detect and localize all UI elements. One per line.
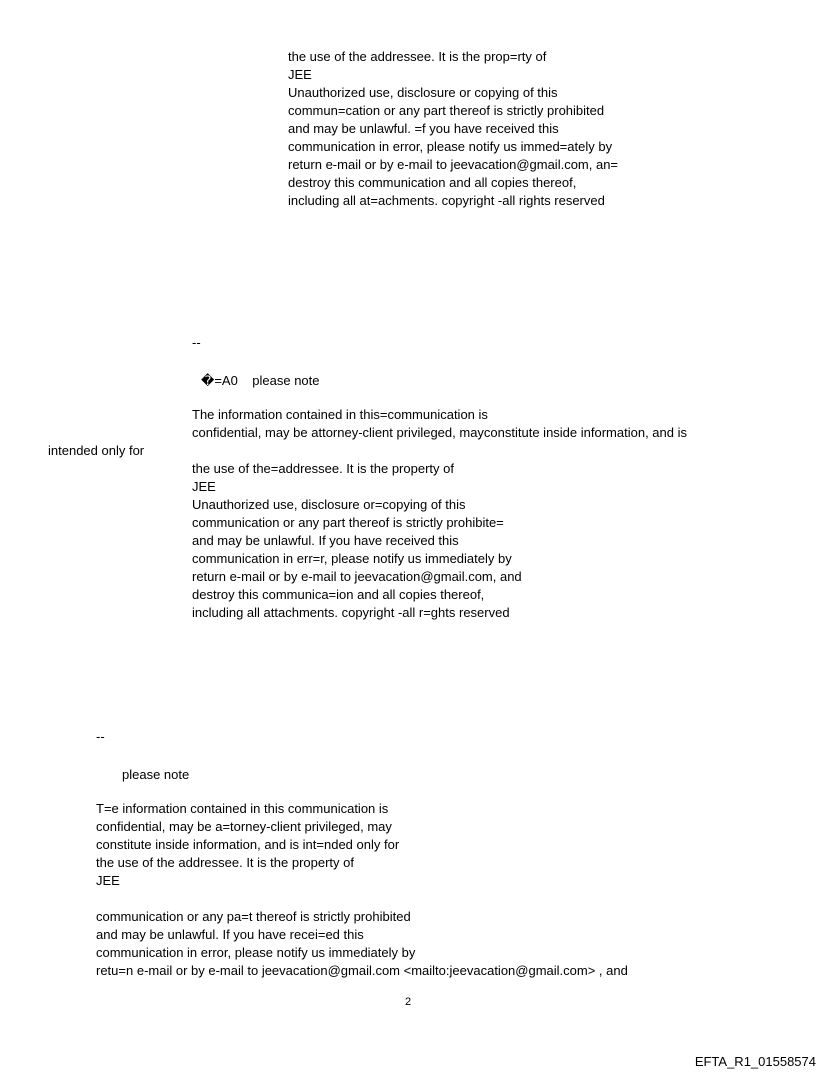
text-line: JEE [288,67,312,82]
text-line: and may be unlawful. If you have received this [192,533,459,548]
text-line: T=e information contained in this communication is [96,801,389,816]
please-note-heading: please note [122,767,190,782]
document-id-text: EFTA_R1_01558574 [694,1054,816,1069]
text-line: including all at=achments. copyright -all rights reserved [288,193,605,208]
text-line: communication or any part thereof is strictly prohibite= [192,515,504,530]
text-line: confidential, may be attorney-client privileged, mayconstitute inside information, and is [192,425,687,440]
text-line: constitute inside information, and is int=nded only for [96,837,400,852]
text-line: destroy this communication and all copies thereof, [288,175,577,190]
email-quote-block-1 [288,48,618,210]
text-line: communication in err=r, please notify us immediately by [192,551,512,566]
text-line: retu=n e-mail or by e-mail to jeevacation@gmail.com <mailto:jeevacation@gmail.com> , and [96,963,628,978]
text-line: Unauthorized use, disclosure or copying of this [288,85,558,100]
text-line: Unauthorized use, disclosure or=copying of this [192,497,466,512]
email-quote-block-3b [96,908,628,980]
text-line: return e-mail or by e-mail to jeevacation@gmail.com, an= [288,157,619,172]
wrapped-text: intended only for [48,443,145,458]
text-line: including all attachments. copyright -all r=ghts reserved [192,605,510,620]
page-number: 2 [404,996,412,1008]
text-line: commun=cation or any part thereof is strictly prohibited [288,103,605,118]
text-line: The information contained in this=communication is [192,407,488,422]
text-line: destroy this communica=ion and all copies thereof, [192,587,485,602]
separator: -- [192,335,201,350]
text-line: return e-mail or by e-mail to jeevacation@gmail.com, and [192,569,522,584]
text-line: and may be unlawful. =f you have received this [288,121,559,136]
text-line: and may be unlawful. If you have recei=ed this [96,927,364,942]
text-line: communication in error, please notify us immed=ately by [288,139,613,154]
text-line: the use of the addressee. It is the prop=rty of [288,49,547,64]
email-quote-block-2 [192,460,522,622]
text-line: the use of the=addressee. It is the property of [192,461,454,476]
text-line: JEE [192,479,216,494]
text-line: confidential, may be a=torney-client privileged, may [96,819,392,834]
separator: -- [96,729,105,744]
text-line: the use of the addressee. It is the property of [96,855,354,870]
text-line: communication in error, please notify us immediately by [96,945,416,960]
text-line: JEE [96,873,120,888]
document-id [0,1053,816,1071]
please-note-heading: �=A0 please note [201,373,320,388]
email-quote-block-3a [96,800,399,890]
text-line: communication or any pa=t thereof is strictly prohibited [96,909,411,924]
